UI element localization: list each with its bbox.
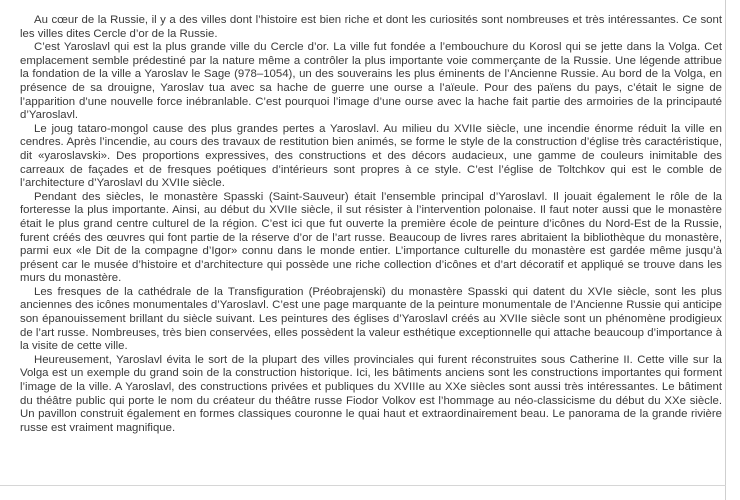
page-edge-bottom xyxy=(0,485,726,486)
paragraph-architecture: Heureusement, Yaroslavl évita le sort de la plupart des villes provinciales qui furent réconstruites sous Catherine II. Cette ville sur la Volga est un exemple du grand soin de la construction historique. Ici, les bâtiments anciens sont les constructions importantes qui forment l’image de la ville. A Yaroslavl, des constructions privées et publiques du XVIIIe au XXe siècles sont aussi très intéressantes. Le bâtiment du théâtre public qui porte le nom du créateur du théâtre russe Fiodor Volkov est l’hommage au néo-classicisme du début du XXe siècle. Un pavillon construit également en formes classiques couronne le quai haut et extraordinairement beau. Le panorama de la grande rivière russe est vraiment magnifique. xyxy=(20,353,722,434)
paragraph-yaroslavski-style: Le joug tataro-mongol cause des plus grandes pertes a Yaroslavl. Au milieu du XVIIe siècle, une incendie énorme réduit la ville en cendres. Après l’incendie, au cours des travaux de restitution bien animés, se forme le style de la construction d’église très caractéristique, dit «yaroslavski». Des proportions expressives, des constructions et des décors audacieux, une gamme de couleurs inimitable des carreaux de façades et de fresques poétiques d’intérieurs sont propres à ce style. C’est l’église de Toltchkov qui est le comble de l’architecture d’Yaroslavl du XVIIe siècle. xyxy=(20,122,722,190)
paragraph-intro: Au cœur de la Russie, il y a des villes dont l’histoire est bien riche et dont les curiosités sont nombreuses et très intéressantes. Ce sont les villes dites Cercle d’or de la Russie. xyxy=(20,14,722,40)
paragraph-spasski-monastery: Pendant des siècles, le monastère Spasski (Saint-Sauveur) était l’ensemble principal d’Yaroslavl. Il jouait également le rôle de la forteresse la plus importante. Ainsi, au début du XVIIe siècle, il sut résister à l’intervention polonaise. Il faut noter aussi que le monastère était le plus grand centre culturel de la région. C’est ici que fut ouverte la première école de peinture d’icônes du Nord-Est de la Russie, furent créés des œuvres qui font partie de la réserve d’or de l’art russe. Beaucoup de livres rares abritaient la bibliothèque du monastère, parmi eux «le Dit de la compagne d’Igor» connu dans le monde entier. L’importance culturelle du monastère est gardée même jusqu’à présent car le musée d’histoire et d’architecture qui possède une riche collection d’icônes et d’art décoratif et appliqué se trouve dans les murs du monastère. xyxy=(20,190,722,285)
paragraph-founding: C’est Yaroslavl qui est la plus grande ville du Cercle d’or. La ville fut fondée a l’embouchure du Korosl qui se jette dans la Volga. Cet emplacement semble prédestiné par la nature même a contrôler la plus importante voie commerçante de la Russie. Une légende attribue la fondation de la ville a Yaroslav le Sage (978–1054), un des souverains les plus éminents de l’Ancienne Russie. Au bord de la Volga, en présence de sa drouigne, Yaroslav tua avec sa hache de guerre une ourse a l’aïeule. Pour des païens du pays, c’était le signe de l’apparition d’une nouvelle force inébranlable. C’est pourquoi l’image d’une ourse avec la hache fait partie des armoiries de la principauté d’Yaroslavl. xyxy=(20,41,722,122)
article-text xyxy=(20,14,722,435)
paragraph-frescoes: Les fresques de la cathédrale de la Transfiguration (Préobrajenski) du monastère Spasski qui datent du XVIe siècle, sont les plus anciennes des icônes monumentales d’Yaroslavl. C’est une page marquante de la peinture monumentale de l’Ancienne Russie qui anticipe son épanouissement brillant du siècle suivant. Les peintures des églises d’Yaroslavl créés au XVIIe siècle sont un phénomène prodigieux de l’art russe. Nombreuses, très bien conservées, elles possèdent la valeur esthétique exceptionnelle qui attache beaucoup d’importance à la visite de cette ville. xyxy=(20,285,722,353)
page-edge-right xyxy=(725,0,726,500)
